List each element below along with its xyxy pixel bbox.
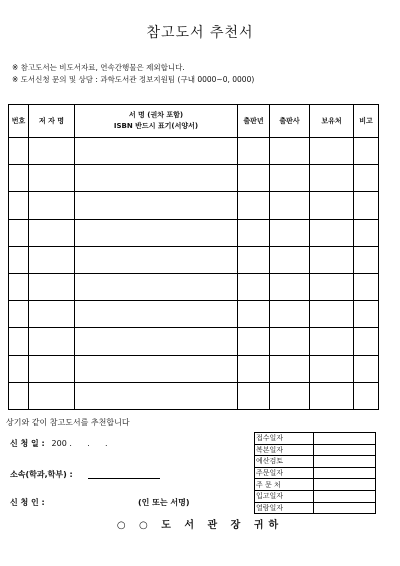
table-cell[interactable] (310, 355, 354, 382)
table-cell[interactable] (270, 328, 310, 355)
table-cell[interactable] (354, 355, 379, 382)
table-row (9, 165, 379, 192)
office-row-label: 복본일자 (255, 444, 314, 456)
table-cell[interactable] (310, 273, 354, 300)
affiliation-field (10, 469, 73, 480)
date-field (10, 438, 108, 449)
header-title-line2: ISBN 반드시 표기(서양서) (113, 122, 199, 130)
table-cell[interactable] (75, 328, 238, 355)
table-cell[interactable] (29, 246, 75, 273)
table-cell[interactable] (310, 192, 354, 219)
table-cell[interactable] (75, 301, 238, 328)
table-cell[interactable] (354, 219, 379, 246)
table-cell[interactable] (29, 273, 75, 300)
office-row-value[interactable] (314, 433, 376, 445)
table-row (9, 328, 379, 355)
office-row-value[interactable] (314, 502, 376, 514)
table-cell[interactable] (29, 219, 75, 246)
table-cell[interactable] (238, 273, 270, 300)
table-cell[interactable] (270, 165, 310, 192)
office-row-label: 주문일자 (255, 467, 314, 479)
affiliation-label: 소속(학과,학부) : (10, 470, 73, 479)
table-row (9, 382, 379, 409)
table-cell[interactable] (75, 246, 238, 273)
table-cell[interactable] (238, 382, 270, 409)
table-cell[interactable] (310, 165, 354, 192)
table-cell[interactable] (9, 192, 29, 219)
table-cell[interactable] (29, 192, 75, 219)
closing-statement: 상기와 같이 참고도서를 추천합니다 (6, 418, 130, 427)
table-cell[interactable] (354, 273, 379, 300)
document-title: 참고도서 추천서 (146, 25, 254, 41)
header-title (75, 105, 238, 138)
table-cell[interactable] (29, 138, 75, 165)
table-row (9, 355, 379, 382)
table-cell[interactable] (238, 328, 270, 355)
office-row (255, 444, 376, 456)
table-cell[interactable] (354, 328, 379, 355)
table-cell[interactable] (238, 192, 270, 219)
table-cell[interactable] (354, 138, 379, 165)
table-cell[interactable] (270, 273, 310, 300)
signature-hint: (인 또는 서명) (138, 498, 190, 507)
date-value[interactable]: 200 . . . (51, 439, 108, 448)
recommendation-table (8, 104, 379, 410)
table-cell[interactable] (29, 355, 75, 382)
header-publisher: 출판사 (270, 105, 310, 138)
office-row-value[interactable] (314, 456, 376, 468)
addressee: ○ ○ 도 서 관 장 귀하 (116, 520, 284, 531)
table-cell[interactable] (75, 355, 238, 382)
table-cell[interactable] (310, 246, 354, 273)
header-year: 출판년 (238, 105, 270, 138)
table-cell[interactable] (310, 328, 354, 355)
table-cell[interactable] (354, 301, 379, 328)
header-author: 저 자 명 (29, 105, 75, 138)
table-cell[interactable] (9, 328, 29, 355)
table-cell[interactable] (75, 273, 238, 300)
affiliation-input-line[interactable] (88, 478, 160, 479)
date-label: 신 청 일 : (10, 439, 45, 448)
table-cell[interactable] (29, 165, 75, 192)
table-cell[interactable] (238, 246, 270, 273)
table-cell[interactable] (270, 192, 310, 219)
table-cell[interactable] (270, 219, 310, 246)
office-row (255, 467, 376, 479)
table-cell[interactable] (310, 138, 354, 165)
table-cell[interactable] (310, 219, 354, 246)
office-row (255, 490, 376, 502)
office-row-label: 주 문 처 (255, 479, 314, 491)
table-cell[interactable] (270, 355, 310, 382)
notes (12, 62, 254, 86)
office-use-table (254, 432, 376, 514)
office-row-value[interactable] (314, 490, 376, 502)
table-cell[interactable] (29, 301, 75, 328)
table-cell[interactable] (270, 138, 310, 165)
table-cell[interactable] (310, 301, 354, 328)
table-cell[interactable] (238, 138, 270, 165)
table-cell[interactable] (270, 246, 310, 273)
table-cell[interactable] (9, 246, 29, 273)
table-cell[interactable] (75, 219, 238, 246)
table-cell[interactable] (238, 301, 270, 328)
office-row-label: 예산검토 (255, 456, 314, 468)
table-cell[interactable] (9, 301, 29, 328)
table-cell[interactable] (9, 165, 29, 192)
table-cell[interactable] (9, 138, 29, 165)
table-row (9, 138, 379, 165)
table-row (9, 273, 379, 300)
table-cell[interactable] (29, 382, 75, 409)
table-cell[interactable] (75, 165, 238, 192)
table-cell[interactable] (29, 328, 75, 355)
table-cell[interactable] (238, 355, 270, 382)
table-row (9, 246, 379, 273)
table-cell[interactable] (354, 246, 379, 273)
header-title-line1: 서 명 (권차 포함) (128, 111, 184, 119)
table-cell[interactable] (238, 165, 270, 192)
header-no: 번호 (9, 105, 29, 138)
office-row-label: 입고일자 (255, 490, 314, 502)
table-cell[interactable] (354, 192, 379, 219)
office-row (255, 502, 376, 514)
table-cell[interactable] (354, 165, 379, 192)
table-cell[interactable] (9, 355, 29, 382)
office-row-value[interactable] (314, 479, 376, 491)
header-remarks: 비고 (354, 105, 379, 138)
table-cell[interactable] (310, 382, 354, 409)
table-cell[interactable] (238, 219, 270, 246)
table-cell[interactable] (9, 219, 29, 246)
table-cell[interactable] (75, 382, 238, 409)
office-row-label: 열람일자 (255, 502, 314, 514)
table-row (9, 219, 379, 246)
office-row (255, 479, 376, 491)
office-row (255, 433, 376, 445)
table-cell[interactable] (75, 192, 238, 219)
table-cell[interactable] (9, 382, 29, 409)
office-row-value[interactable] (314, 467, 376, 479)
header-holding: 보유처 (310, 105, 354, 138)
office-row-label: 접수일자 (255, 433, 314, 445)
applicant-field (10, 497, 45, 508)
table-cell[interactable] (75, 138, 238, 165)
office-row-value[interactable] (314, 444, 376, 456)
applicant-label: 신 청 인 : (10, 498, 45, 507)
table-cell[interactable] (270, 382, 310, 409)
table-row (9, 301, 379, 328)
table-cell[interactable] (270, 301, 310, 328)
office-row (255, 456, 376, 468)
table-cell[interactable] (354, 382, 379, 409)
note-item: ※ 참고도서는 비도서자료, 연속간행물은 제외합니다. (12, 63, 185, 72)
table-cell[interactable] (9, 273, 29, 300)
note-item: ※ 도서신청 문의 및 상담 : 과학도서관 정보지원팀 (구내 0000~0, 0000) (12, 75, 255, 84)
table-header-row (9, 105, 379, 138)
table-row (9, 192, 379, 219)
